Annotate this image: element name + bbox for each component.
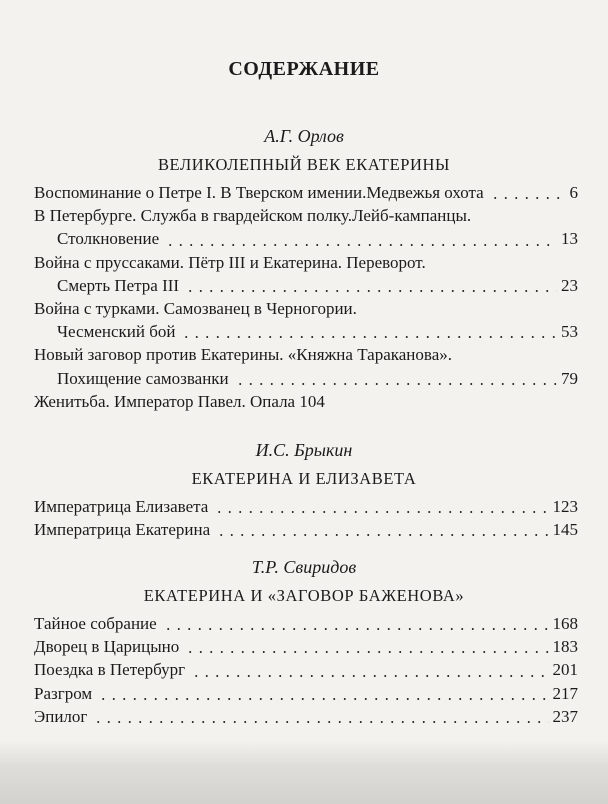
- dot-leader: [93, 721, 548, 723]
- toc-entry-text: Императрица Екатерина: [34, 520, 211, 540]
- section-author: Т.Р. Свиридов: [251, 557, 357, 577]
- toc-entry: [0, 495, 608, 518]
- toc-entry: [0, 705, 608, 728]
- toc-entry: [0, 274, 608, 297]
- section-author: И.С. Брыкин: [255, 440, 353, 460]
- toc-entry-text: Поездка в Петербург: [34, 660, 186, 680]
- toc-page-number: 145: [552, 520, 578, 540]
- toc-entry-text: Императрица Елизавета: [34, 497, 209, 516]
- dot-leader: [165, 244, 557, 246]
- toc-entry-text: Новый заговор против Екатерины. «Княжна Тараканова».: [34, 345, 452, 365]
- toc-entry-text: Разгром: [34, 683, 93, 703]
- toc-entry-text: Эпилог: [34, 706, 88, 726]
- section-book-title: ЕКАТЕРИНА И ЕЛИЗАВЕТА: [191, 469, 417, 488]
- dot-leader: [163, 628, 549, 630]
- dot-leader: [214, 511, 548, 513]
- toc-section-brykin: [0, 439, 608, 541]
- toc-entry: [0, 320, 608, 343]
- toc-entry: [0, 682, 608, 705]
- dot-leader: [98, 698, 548, 700]
- toc-entry: [0, 518, 608, 541]
- toc-entry: [0, 181, 608, 204]
- dot-leader: [216, 534, 548, 536]
- toc-page-number: 201: [552, 660, 578, 680]
- page-title: СОДЕРЖАНИЕ: [228, 58, 380, 80]
- toc-entries: [0, 495, 608, 541]
- toc-page-number: 53: [561, 322, 578, 342]
- dot-leader: [181, 336, 557, 338]
- toc-page-number: 168: [552, 614, 578, 633]
- toc-entry-text: Война с пруссаками. Пётр III и Екатерина. Переворот.: [34, 252, 426, 272]
- toc-entry: [0, 658, 608, 681]
- toc-page-number: 123: [552, 497, 578, 516]
- toc-section-orlov: [0, 125, 608, 413]
- toc-entry: [0, 251, 608, 274]
- dot-leader: [490, 197, 566, 199]
- toc-entry: [0, 297, 608, 320]
- toc-entry-text: Дворец в Царицыно: [34, 637, 180, 657]
- section-book-title: ВЕЛИКОЛЕПНЫЙ ВЕК ЕКАТЕРИНЫ: [157, 155, 451, 174]
- toc-entry-text: Столкновение: [57, 229, 160, 249]
- toc-entry: [0, 367, 608, 390]
- dot-leader: [191, 675, 548, 677]
- toc-page-number: 23: [561, 275, 578, 295]
- toc-page-number: 6: [569, 183, 578, 202]
- toc-entry: [0, 635, 608, 658]
- page-bleed-through: [0, 740, 608, 804]
- toc-entry-text: Тайное собрание: [34, 614, 157, 633]
- toc-section-sviridov: [0, 556, 608, 728]
- toc-entry-text: В Петербурге. Служба в гвардейском полку.Лейб-кампанцы.: [34, 206, 472, 226]
- toc-entry: [0, 204, 608, 227]
- dot-leader: [235, 383, 557, 385]
- section-author: А.Г. Орлов: [264, 126, 344, 146]
- toc-page-number: 79: [561, 368, 578, 388]
- dot-leader: [185, 651, 548, 653]
- toc-page-number: 183: [552, 637, 578, 657]
- toc-entry-text: Чесменский бой: [57, 322, 176, 342]
- toc-entries: [0, 181, 608, 413]
- toc-entry-text: Война с турками. Самозванец в Черногории.: [34, 298, 357, 318]
- toc-page-number: 13: [561, 229, 578, 249]
- toc-page-number: 217: [552, 683, 578, 703]
- toc-page-number: 237: [552, 706, 578, 726]
- toc-entry: [0, 390, 608, 413]
- toc-entry-text: Женитьба. Император Павел. Опала 104: [34, 391, 325, 411]
- toc-entry: [0, 612, 608, 635]
- toc-entries: [0, 612, 608, 728]
- toc-entry: [0, 227, 608, 250]
- toc-entry-text: Похищение самозванки: [57, 368, 229, 388]
- section-book-title: ЕКАТЕРИНА И «ЗАГОВОР БАЖЕНОВА»: [143, 586, 465, 605]
- toc-entry: [0, 343, 608, 366]
- dot-leader: [185, 290, 557, 292]
- toc-entry-text: Воспоминание о Петре I. В Тверском имении.Медвежья охота: [34, 183, 484, 202]
- toc-entry-text: Смерть Петра III: [57, 275, 180, 295]
